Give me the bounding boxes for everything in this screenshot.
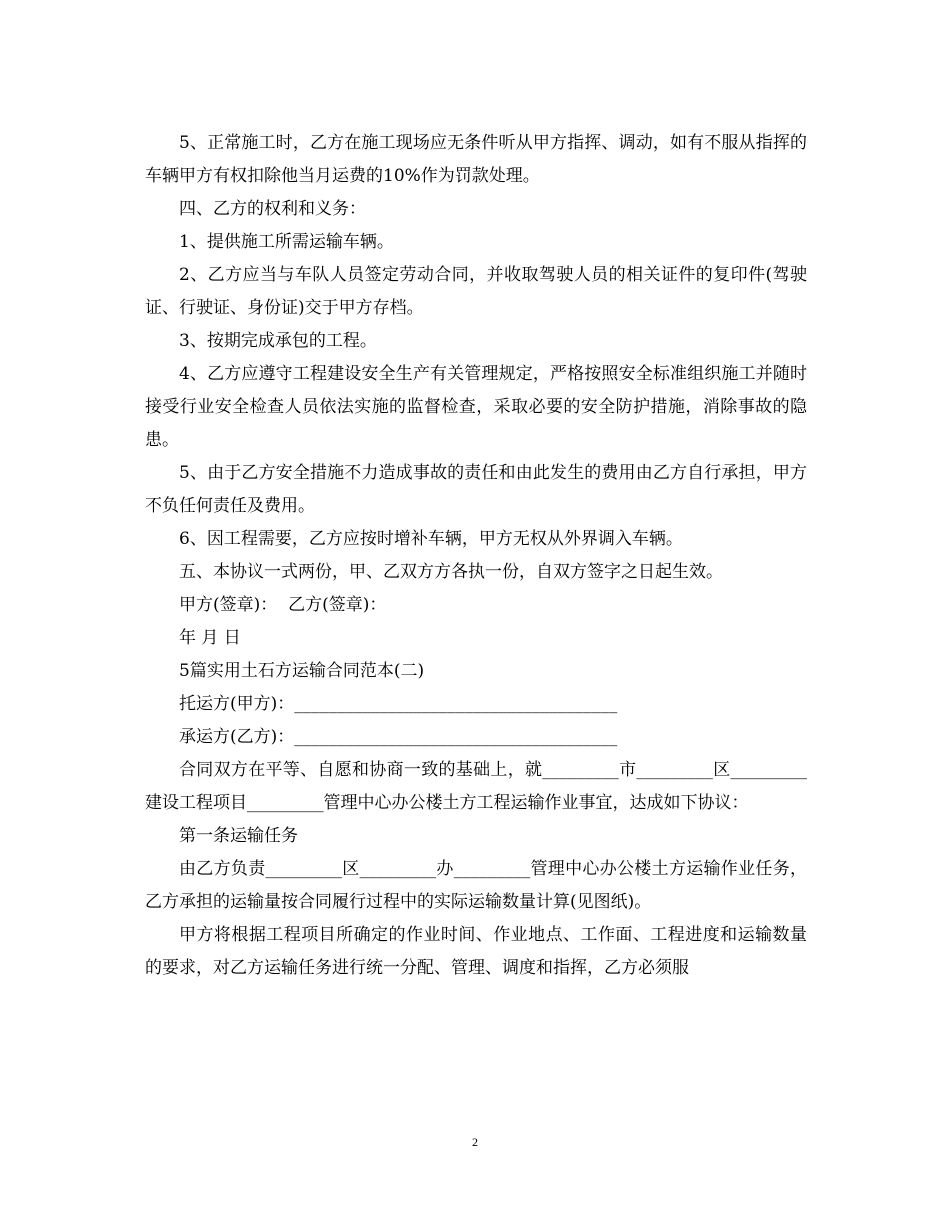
signature-line: 甲方(签章)： 乙方(签章)： xyxy=(179,595,387,615)
paragraph: 6、因工程需要，乙方应按时增补车辆，甲方无权从外界调入车辆。 xyxy=(179,529,683,549)
paragraph: 由乙方负责_________区_________办_________管理中心办公楼土方运输作业任务，乙方承担的运输量按合同履行过程中的实际运输数量计算(见图纸)。 xyxy=(145,859,807,912)
paragraph: 5、正常施工时，乙方在施工现场应无条件听从甲方指挥、调动，如有不服从指挥的车辆甲方有权扣除他当月运费的10%作为罚款处理。 xyxy=(145,133,807,186)
paragraph: 4、乙方应遵守工程建设安全生产有关管理规定，严格按照安全标准组织施工并随时接受行业安全检查人员依法实施的监督检查，采取必要的安全防护措施，消除事故的隐患。 xyxy=(145,364,807,450)
article-heading: 第一条运输任务 xyxy=(179,826,298,846)
document-title: 5篇实用土石方运输合同范本(二) xyxy=(179,661,425,681)
paragraph: 5、由于乙方安全措施不力造成事故的责任和由此发生的费用由乙方自行承担，甲方不负任何责任及费用。 xyxy=(145,463,807,516)
paragraph: 3、按期完成承包的工程。 xyxy=(179,331,377,351)
page-number: 2 xyxy=(472,1135,478,1149)
paragraph: 2、乙方应当与车队人员签定劳动合同，并收取驾驶人员的相关证件的复印件(驾驶证、行驶证、身份证)交于甲方存档。 xyxy=(145,265,807,318)
carrier-field: 承运方(乙方)：______________________________________ xyxy=(179,727,618,747)
document-body xyxy=(145,127,807,985)
paragraph: 甲方将根据工程项目所确定的作业时间、作业地点、工作面、工程进度和运输数量的要求，对乙方运输任务进行统一分配、管理、调度和指挥，乙方必须服 xyxy=(145,925,807,978)
section-heading: 五、本协议一式两份，甲、乙双方方各执一份，自双方签字之日起生效。 xyxy=(179,562,723,582)
date-line: 年 月 日 xyxy=(179,628,241,648)
paragraph: 合同双方在平等、自愿和协商一致的基础上，就_________市_________区_________建设工程项目_________管理中心办公楼土方工程运输作业事宜，达成如下协议： xyxy=(145,760,807,813)
consignor-field: 托运方(甲方)：______________________________________ xyxy=(179,694,618,714)
paragraph: 1、提供施工所需运输车辆。 xyxy=(179,232,394,252)
section-heading: 四、乙方的权利和义务： xyxy=(179,199,366,219)
